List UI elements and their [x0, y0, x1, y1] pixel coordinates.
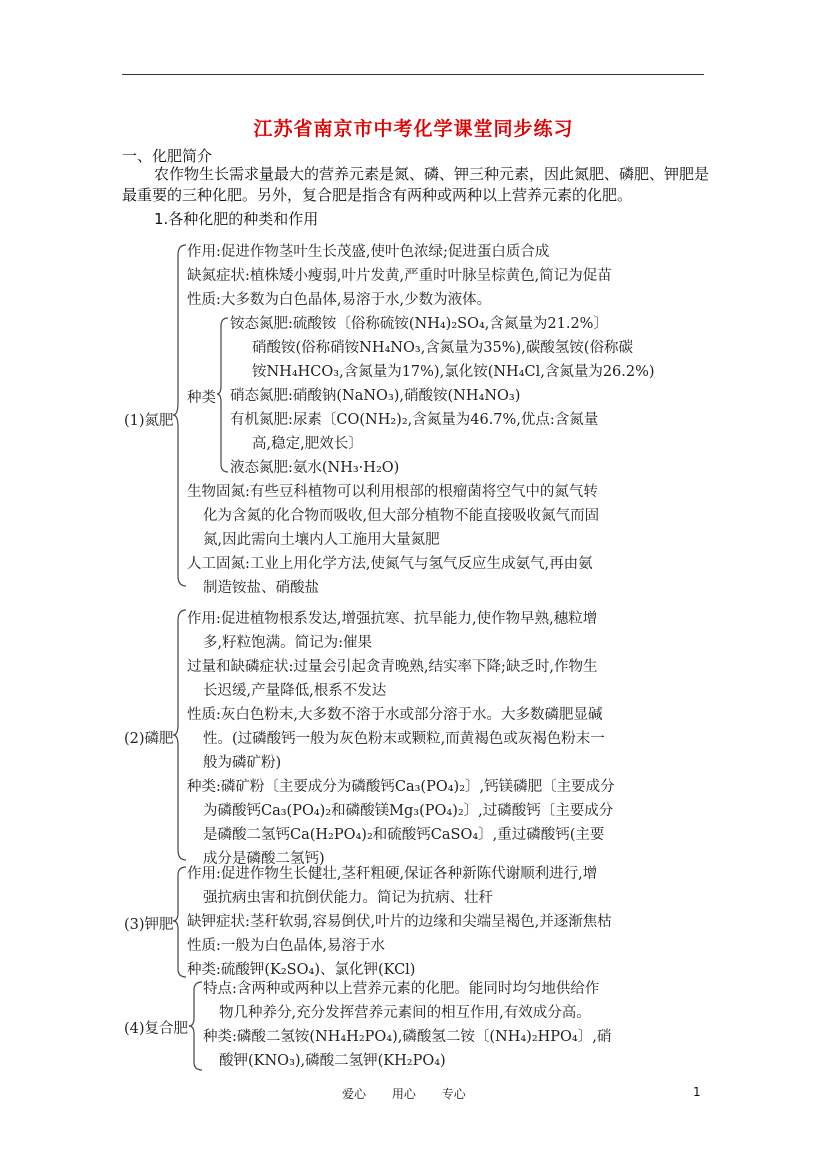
phosphorus-label: (2)磷肥 [124, 731, 174, 747]
nitrogen-line: 氮,因此需向土壤内人工施用大量氮肥 [203, 532, 440, 548]
phosphorus-line: 种类:磷矿粉〔主要成分为磷酸钙Ca₃(PO₄)₂〕,钙镁磷肥〔主要成分 [187, 779, 615, 795]
footer-item: 专心 [441, 1087, 466, 1101]
nitrogen-kind: 硝态氮肥:硝酸钠(NaNO₃),硝酸铵(NH₄NO₃) [230, 388, 521, 404]
intro-paragraph: 农作物生长需求量最大的营养元素是氮、磷、钾三种元素，因此氮肥、磷肥、钾肥是最重要的三种化肥。另外，复合肥是指含有两种或两种以上营养元素的化肥。 [122, 165, 710, 204]
nitrogen-kind: 有机氮肥:尿素〔CO(NH₂)₂,含氮量为46.7%,优点:含氮量 [230, 412, 599, 428]
nitrogen-kind: 液态氮肥:氨水(NH₃·H₂O) [230, 460, 400, 476]
nitrogen-line: 人工固氮:工业上用化学方法,使氮气与氢气反应生成氨气,再由氨 [187, 556, 593, 572]
page-footer [342, 1085, 488, 1102]
subheading: 1.各种化肥的种类和作用 [154, 210, 319, 228]
nitrogen-line: 作用:促进作物茎叶生长茂盛,使叶色浓绿;促进蛋白质合成 [187, 244, 550, 260]
potassium-label: (3)钾肥 [124, 917, 174, 933]
nitrogen-kind: 高,稳定,肥效长〕 [252, 436, 363, 452]
nitrogen-line: 缺氮症状:植株矮小瘦弱,叶片发黄,严重时叶脉呈棕黄色,简记为促苗 [187, 268, 612, 284]
compound-line: 酸钾(KNO₃),磷酸二氢钾(KH₂PO₄) [219, 1053, 446, 1069]
page-title: 江苏省南京市中考化学课堂同步练习 [253, 118, 574, 140]
phosphorus-line: 性。(过磷酸钙一般为灰色粉末或颗粒,而黄褐色或灰褐色粉末一 [203, 731, 605, 747]
potassium-line: 作用:促进作物生长健壮,茎秆粗硬,保证各种新陈代谢顺利进行,增 [187, 866, 598, 882]
page-number: 1 [693, 1085, 701, 1099]
nitrogen-kinds-brace [216, 316, 230, 474]
compound-line: 种类:磷酸二氢铵(NH₄H₂PO₄),磷酸氢二铵〔(NH₄)₂HPO₄〕,硝 [203, 1029, 612, 1045]
phosphorus-line: 长迟缓,产量降低,根系不发达 [203, 683, 387, 699]
nitrogen-line: 生物固氮:有些豆科植物可以利用根部的根瘤菌将空气中的氮气转 [187, 484, 598, 500]
nitrogen-kinds-label: 种类 [187, 390, 216, 406]
compound-line: 物几种养分,充分发挥营养元素间的相互作用,有效成分高。 [219, 1005, 591, 1021]
nitrogen-kind: 铵NH₄HCO₃,含氮量为17%),氯化铵(NH₄Cl,含氮量为26.2%) [252, 364, 655, 380]
nitrogen-line: 化为含氮的化合物而吸收,但大部分植物不能直接吸收氮气而固 [203, 508, 600, 524]
phosphorus-line: 为磷酸钙Ca₃(PO₄)₂和磷酸镁Mg₃(PO₄)₂〕,过磷酸钙〔主要成分 [203, 803, 614, 819]
compound-line: 特点:含两种或两种以上营养元素的化肥。能同时均匀地供给作 [203, 981, 600, 997]
potassium-line: 缺钾症状:茎秆软弱,容易倒伏,叶片的边缘和尖端呈褐色,并逐渐焦枯 [187, 914, 612, 930]
compound-brace [188, 980, 204, 1072]
section-heading: 一、化肥简介 [122, 147, 213, 165]
nitrogen-line: 制造铵盐、硝酸盐 [203, 580, 319, 596]
potassium-brace [172, 865, 188, 979]
nitrogen-line: 性质:大多数为白色晶体,易溶于水,少数为液体。 [187, 292, 492, 308]
nitrogen-brace [172, 243, 188, 588]
phosphorus-line: 成分是磷酸二氢钙) [203, 851, 325, 867]
compound-label: (4)复合肥 [124, 1021, 189, 1037]
potassium-line: 强抗病虫害和抗倒伏能力。简记为抗病、壮秆 [203, 890, 493, 906]
potassium-line: 种类:硫酸钾(K₂SO₄)、氯化钾(KCl) [187, 962, 416, 978]
phosphorus-line: 作用:促进植物根系发达,增强抗寒、抗旱能力,使作物早熟,穗粒增 [187, 611, 598, 627]
phosphorus-line: 性质:灰白色粉末,大多数不溶于水或部分溶于水。大多数磷肥显碱 [187, 707, 603, 723]
potassium-line: 性质:一般为白色晶体,易溶于水 [187, 938, 385, 954]
footer-item: 用心 [391, 1087, 416, 1101]
phosphorus-line: 过量和缺磷症状:过量会引起贪青晚熟,结实率下降;缺乏时,作物生 [187, 659, 598, 675]
nitrogen-label: (1)氮肥 [124, 413, 174, 429]
phosphorus-line: 般为磷矿粉) [203, 755, 282, 771]
footer-item: 爱心 [342, 1087, 367, 1101]
phosphorus-brace [172, 608, 188, 862]
phosphorus-line: 多,籽粒饱满。简记为:催果 [203, 635, 372, 651]
nitrogen-kind: 铵态氮肥:硫酸铵〔俗称硫铵(NH₄)₂SO₄,含氮量为21.2%〕 [230, 316, 608, 332]
nitrogen-kind: 硝酸铵(俗称硝铵NH₄NO₃,含氮量为35%),碳酸氢铵(俗称碳 [252, 340, 633, 356]
phosphorus-line: 是磷酸二氢钙Ca(H₂PO₄)₂和硫酸钙CaSO₄〕,重过磷酸钙(主要 [203, 827, 605, 843]
header-rule [122, 74, 704, 75]
